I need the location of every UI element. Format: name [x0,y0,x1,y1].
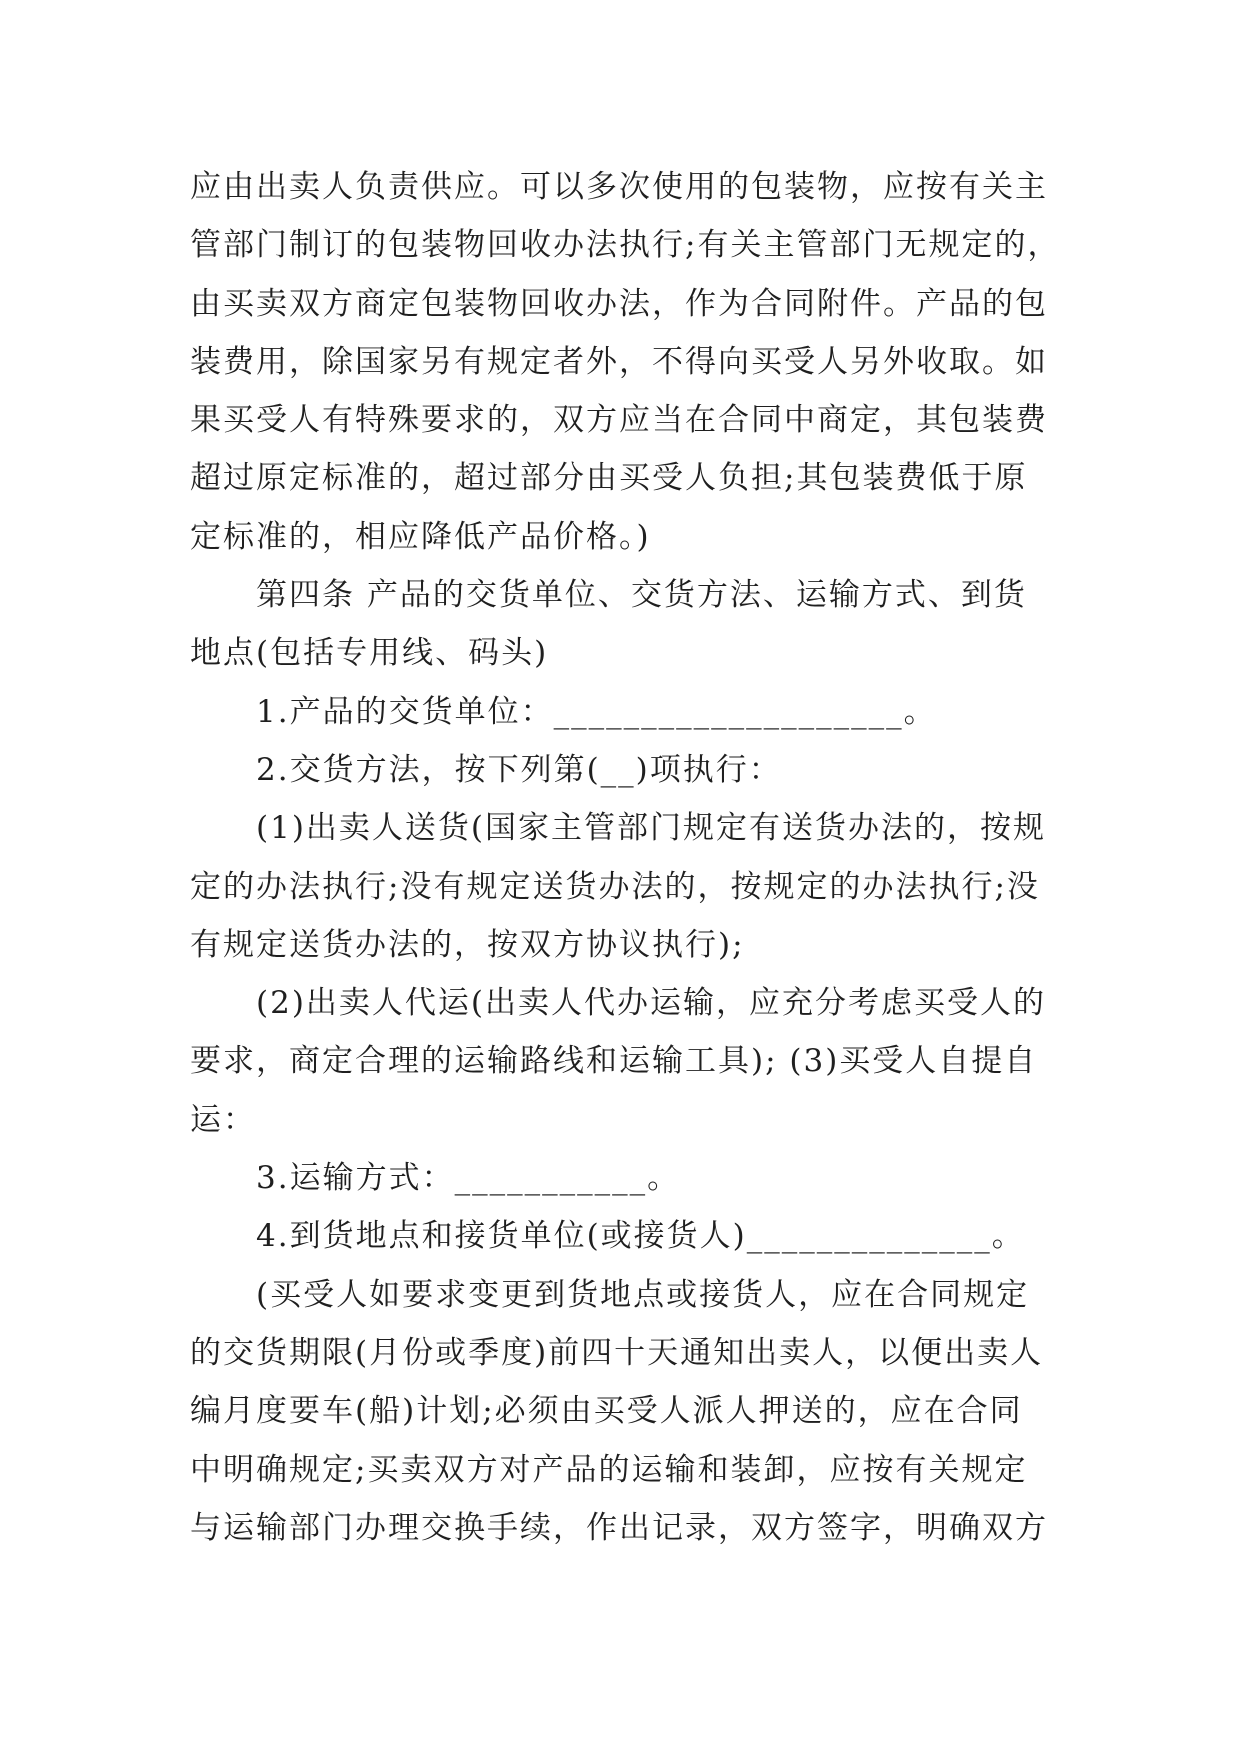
text-line: 要求，商定合理的运输路线和运输工具); (3)买受人自提自 [190,1043,1038,1080]
text-line: 装费用，除国家另有规定者外，不得向买受人另外收取。如 [190,343,1048,380]
clause-line: 2.交货方法，按下列第(__)项执行： [256,751,782,788]
clause-line: 1.产品的交货单位：____________________。 [256,693,937,730]
text-line: 由买卖双方商定包装物回收办法，作为合同附件。产品的包 [190,285,1048,322]
text-line: 运： [190,1101,256,1138]
text-line: 管部门制订的包装物回收办法执行;有关主管部门无规定的， [190,227,1061,264]
clause-line: (买受人如要求变更到货地点或接货人，应在合同规定 [256,1276,1030,1313]
text-line: 有规定送货办法的，按双方协议执行); [190,926,745,963]
text-line: 与运输部门办理交换手续，作出记录，双方签字，明确双方 [190,1509,1048,1546]
clause-line: 3.运输方式：___________。 [256,1160,681,1197]
clause-line: (1)出卖人送货(国家主管部门规定有送货办法的，按规 [256,810,1047,847]
document-body [190,158,1070,1557]
text-line: 应由出卖人负责供应。可以多次使用的包装物，应按有关主 [190,169,1048,205]
text-line: 定标准的，相应降低产品价格。) [190,518,651,555]
text-line: 地点(包括专用线、码头) [190,635,549,672]
text-line: 超过原定标准的，超过部分由买受人负担;其包装费低于原 [190,460,1028,497]
text-line: 定的办法执行;没有规定送货办法的，按规定的办法执行;没 [190,868,1040,905]
clause-line: 4.到货地点和接货单位(或接货人)______________。 [256,1218,1025,1255]
text-line: 的交货期限(月份或季度)前四十天通知出卖人，以便出卖人 [190,1334,1044,1371]
clause-line: (2)出卖人代运(出卖人代办运输，应充分考虑买受人的 [256,985,1047,1022]
text-line: 编月度要车(船)计划;必须由买受人派人押送的，应在合同 [190,1393,1023,1430]
text-line: 果买受人有特殊要求的，双方应当在合同中商定，其包装费 [190,402,1048,439]
article-heading-line: 第四条 产品的交货单位、交货方法、运输方式、到货 [256,577,1027,614]
text-line: 中明确规定;买卖双方对产品的运输和装卸，应按有关规定 [190,1451,1028,1488]
